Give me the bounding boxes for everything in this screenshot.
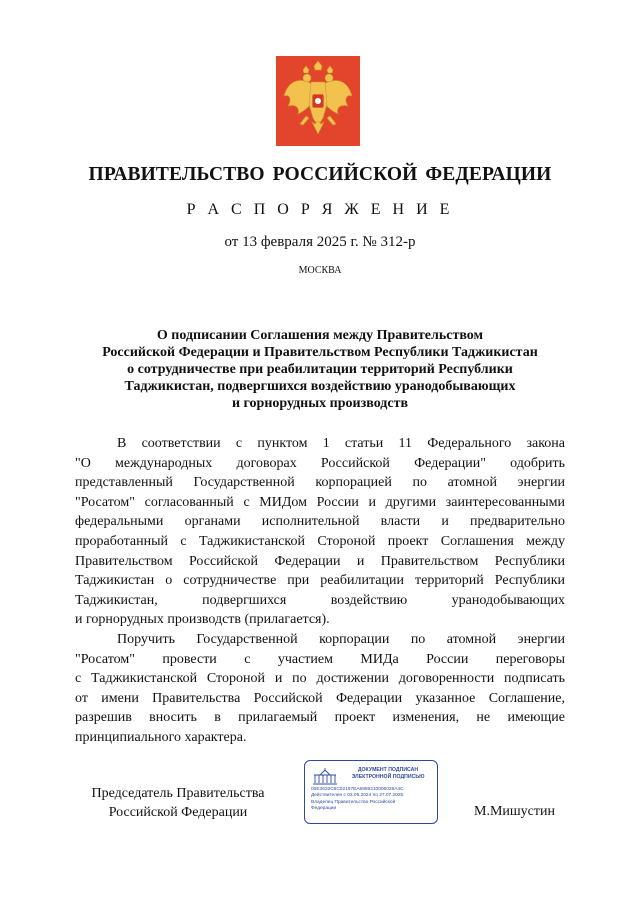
body-line: с Таджикистанской Стороной и по достижении договоренности подписать — [75, 671, 565, 687]
body-line: "Росатом" согласованный с МИДом России и другими заинтересованными — [75, 494, 565, 510]
order-body — [75, 434, 565, 748]
certificate-validity: Действителен с 03.05.2024 по 27.07.2025 — [311, 793, 404, 799]
stamp-heading — [341, 767, 435, 781]
certificate-owner: Федерации — [311, 806, 337, 812]
body-line: Таджикистан о сотрудничестве при реабилитации территорий Республики — [75, 573, 565, 589]
government-title: ПРАВИТЕЛЬСТВО РОССИЙСКОЙ ФЕДЕРАЦИИ — [88, 164, 552, 185]
body-line: Правительством Российской Федерации и Правительством Республики — [75, 553, 565, 569]
subject-line: О подписании Соглашения между Правительством — [156, 328, 484, 343]
position-line: Председатель Правительства — [91, 786, 265, 801]
stamp-heading-line: ЭЛЕКТРОННОЙ ПОДПИСЬЮ — [351, 774, 425, 780]
body-line: "О международных договорах Российской Федерации" одобрить — [75, 455, 565, 471]
body-line: проработанный с Таджикистанской Стороной проект Соглашения между — [75, 533, 565, 549]
subject-line: о сотрудничестве при реабилитации территорий Республики — [127, 362, 513, 377]
subject-line: Таджикистан, подвергшихся воздействию уранодобывающих — [124, 379, 516, 394]
body-line: принципиального характера. — [75, 729, 247, 745]
position-line: Российской Федерации — [108, 805, 248, 820]
document-type: Р А С П О Р Я Ж Е Н И Е — [186, 201, 454, 218]
coat-of-arms-icon — [276, 56, 360, 146]
electronic-signature-stamp — [304, 760, 438, 824]
body-line: В соответствии с пунктом 1 статьи 11 Федерального закона — [117, 436, 565, 451]
body-line: федеральными органами исполнительной власти и предварительно — [75, 514, 565, 530]
stamp-details — [311, 787, 435, 813]
body-line: Таджикистан, подвергшихся воздействию уранодобывающих — [75, 592, 565, 608]
date-number: от 13 февраля 2025 г. № 312-р — [224, 234, 416, 250]
government-building-icon — [311, 767, 339, 785]
stamp-heading-line: ДОКУМЕНТ ПОДПИСАН — [357, 767, 419, 773]
body-line: и горнорудных производств (прилагается). — [75, 612, 330, 628]
city: МОСКВА — [298, 265, 342, 276]
body-line: разрешив вносить в прилагаемый проект изменения, не имеющие — [75, 710, 565, 726]
subject-line: и горнорудных производств — [231, 396, 409, 411]
subject-line: Российской Федерации и Правительством Республики Таджикистан — [102, 345, 538, 360]
body-line: "Росатом" провести с участием МИДа России переговоры — [75, 651, 565, 667]
body-line: представленный Государственной корпорацией по атомной энергии — [75, 475, 565, 491]
signatory-position — [78, 784, 278, 822]
signatory-name: М.Мишустин — [474, 804, 555, 819]
subject-heading — [70, 327, 570, 412]
certificate-number: 00E3632C6C02197EA5989210006028A4C — [311, 787, 404, 792]
certificate-owner: Владелец Правительство Российской — [311, 799, 396, 805]
body-line: Поручить Государственной корпорации по атомной энергии — [117, 631, 565, 647]
body-line: от имени Правительства Российской Федерации указанное Соглашение, — [75, 690, 565, 706]
